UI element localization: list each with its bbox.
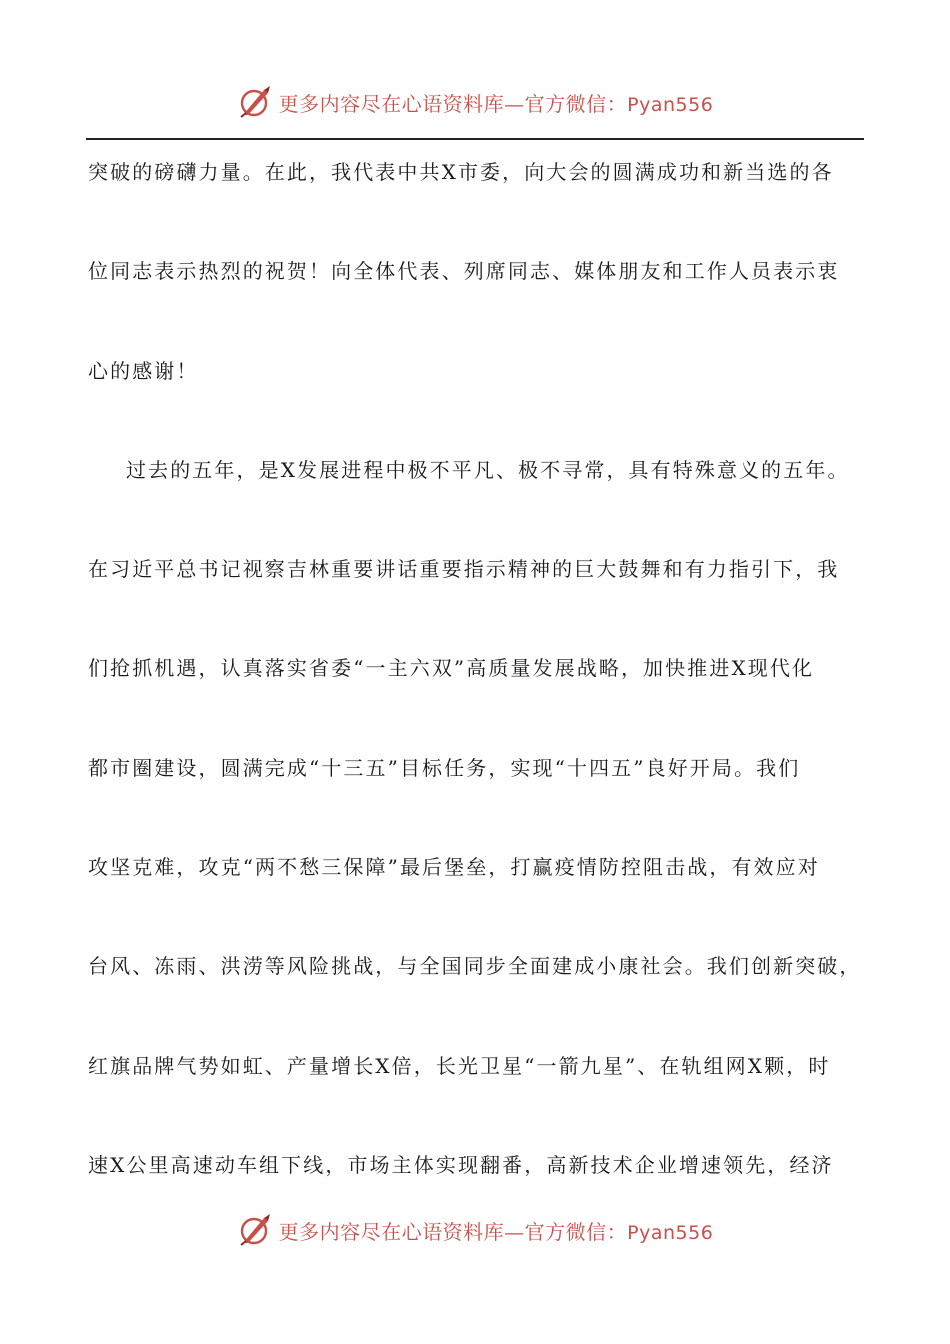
footer-banner [0, 1210, 950, 1250]
header-divider [86, 138, 864, 140]
quill-pen-logo-icon [237, 1212, 273, 1248]
text-line: 突破的磅礴力量。在此，我代表中共X市委，向大会的圆满成功和新当选的各 [88, 160, 834, 184]
banner-text [279, 88, 714, 117]
banner-text [279, 1216, 714, 1245]
text-line: 速X公里高速动车组下线，市场主体实现翻番，高新技术企业增速领先，经济 [88, 1152, 834, 1177]
text-line: 攻坚克难，攻克“两不愁三保障”最后堡垒，打赢疫情防控阻击战，有效应对 [88, 855, 820, 880]
banner-main-text: 更多内容尽在心语资料库—官方微信： [278, 91, 628, 116]
document-body [88, 150, 868, 1242]
text-line: 红旗品牌气势如虹、产量增长X倍，长光卫星“一箭九星”、在轨组网X颗，时 [88, 1053, 831, 1078]
banner-wechat-id: Pyan556 [627, 93, 714, 116]
text-line: 位同志表示热烈的祝贺！向全体代表、列席同志、媒体朋友和工作人员表示衷 [88, 259, 840, 284]
text-line: 心的感谢！ [88, 358, 199, 383]
banner-wechat-id: Pyan556 [627, 1221, 714, 1244]
quill-pen-logo-icon [237, 84, 273, 120]
text-line: 在习近平总书记视察吉林重要讲话重要指示精神的巨大鼓舞和有力指引下，我 [88, 557, 840, 582]
text-line: 们抢抓机遇，认真落实省委“一主六双”高质量发展战略，加快推进X现代化 [88, 656, 815, 681]
header-banner [0, 82, 950, 122]
paragraph-start-line: 过去的五年，是X发展进程中极不平凡、极不寻常，具有特殊意义的五年。 [126, 457, 850, 482]
text-line: 都市圈建设，圆满完成“十三五”目标任务，实现“十四五”良好开局。我们 [88, 755, 801, 780]
banner-main-text: 更多内容尽在心语资料库—官方微信： [278, 1219, 628, 1244]
text-line: 台风、冻雨、洪涝等风险挑战，与全国同步全面建成小康社会。我们创新突破， [88, 954, 862, 979]
